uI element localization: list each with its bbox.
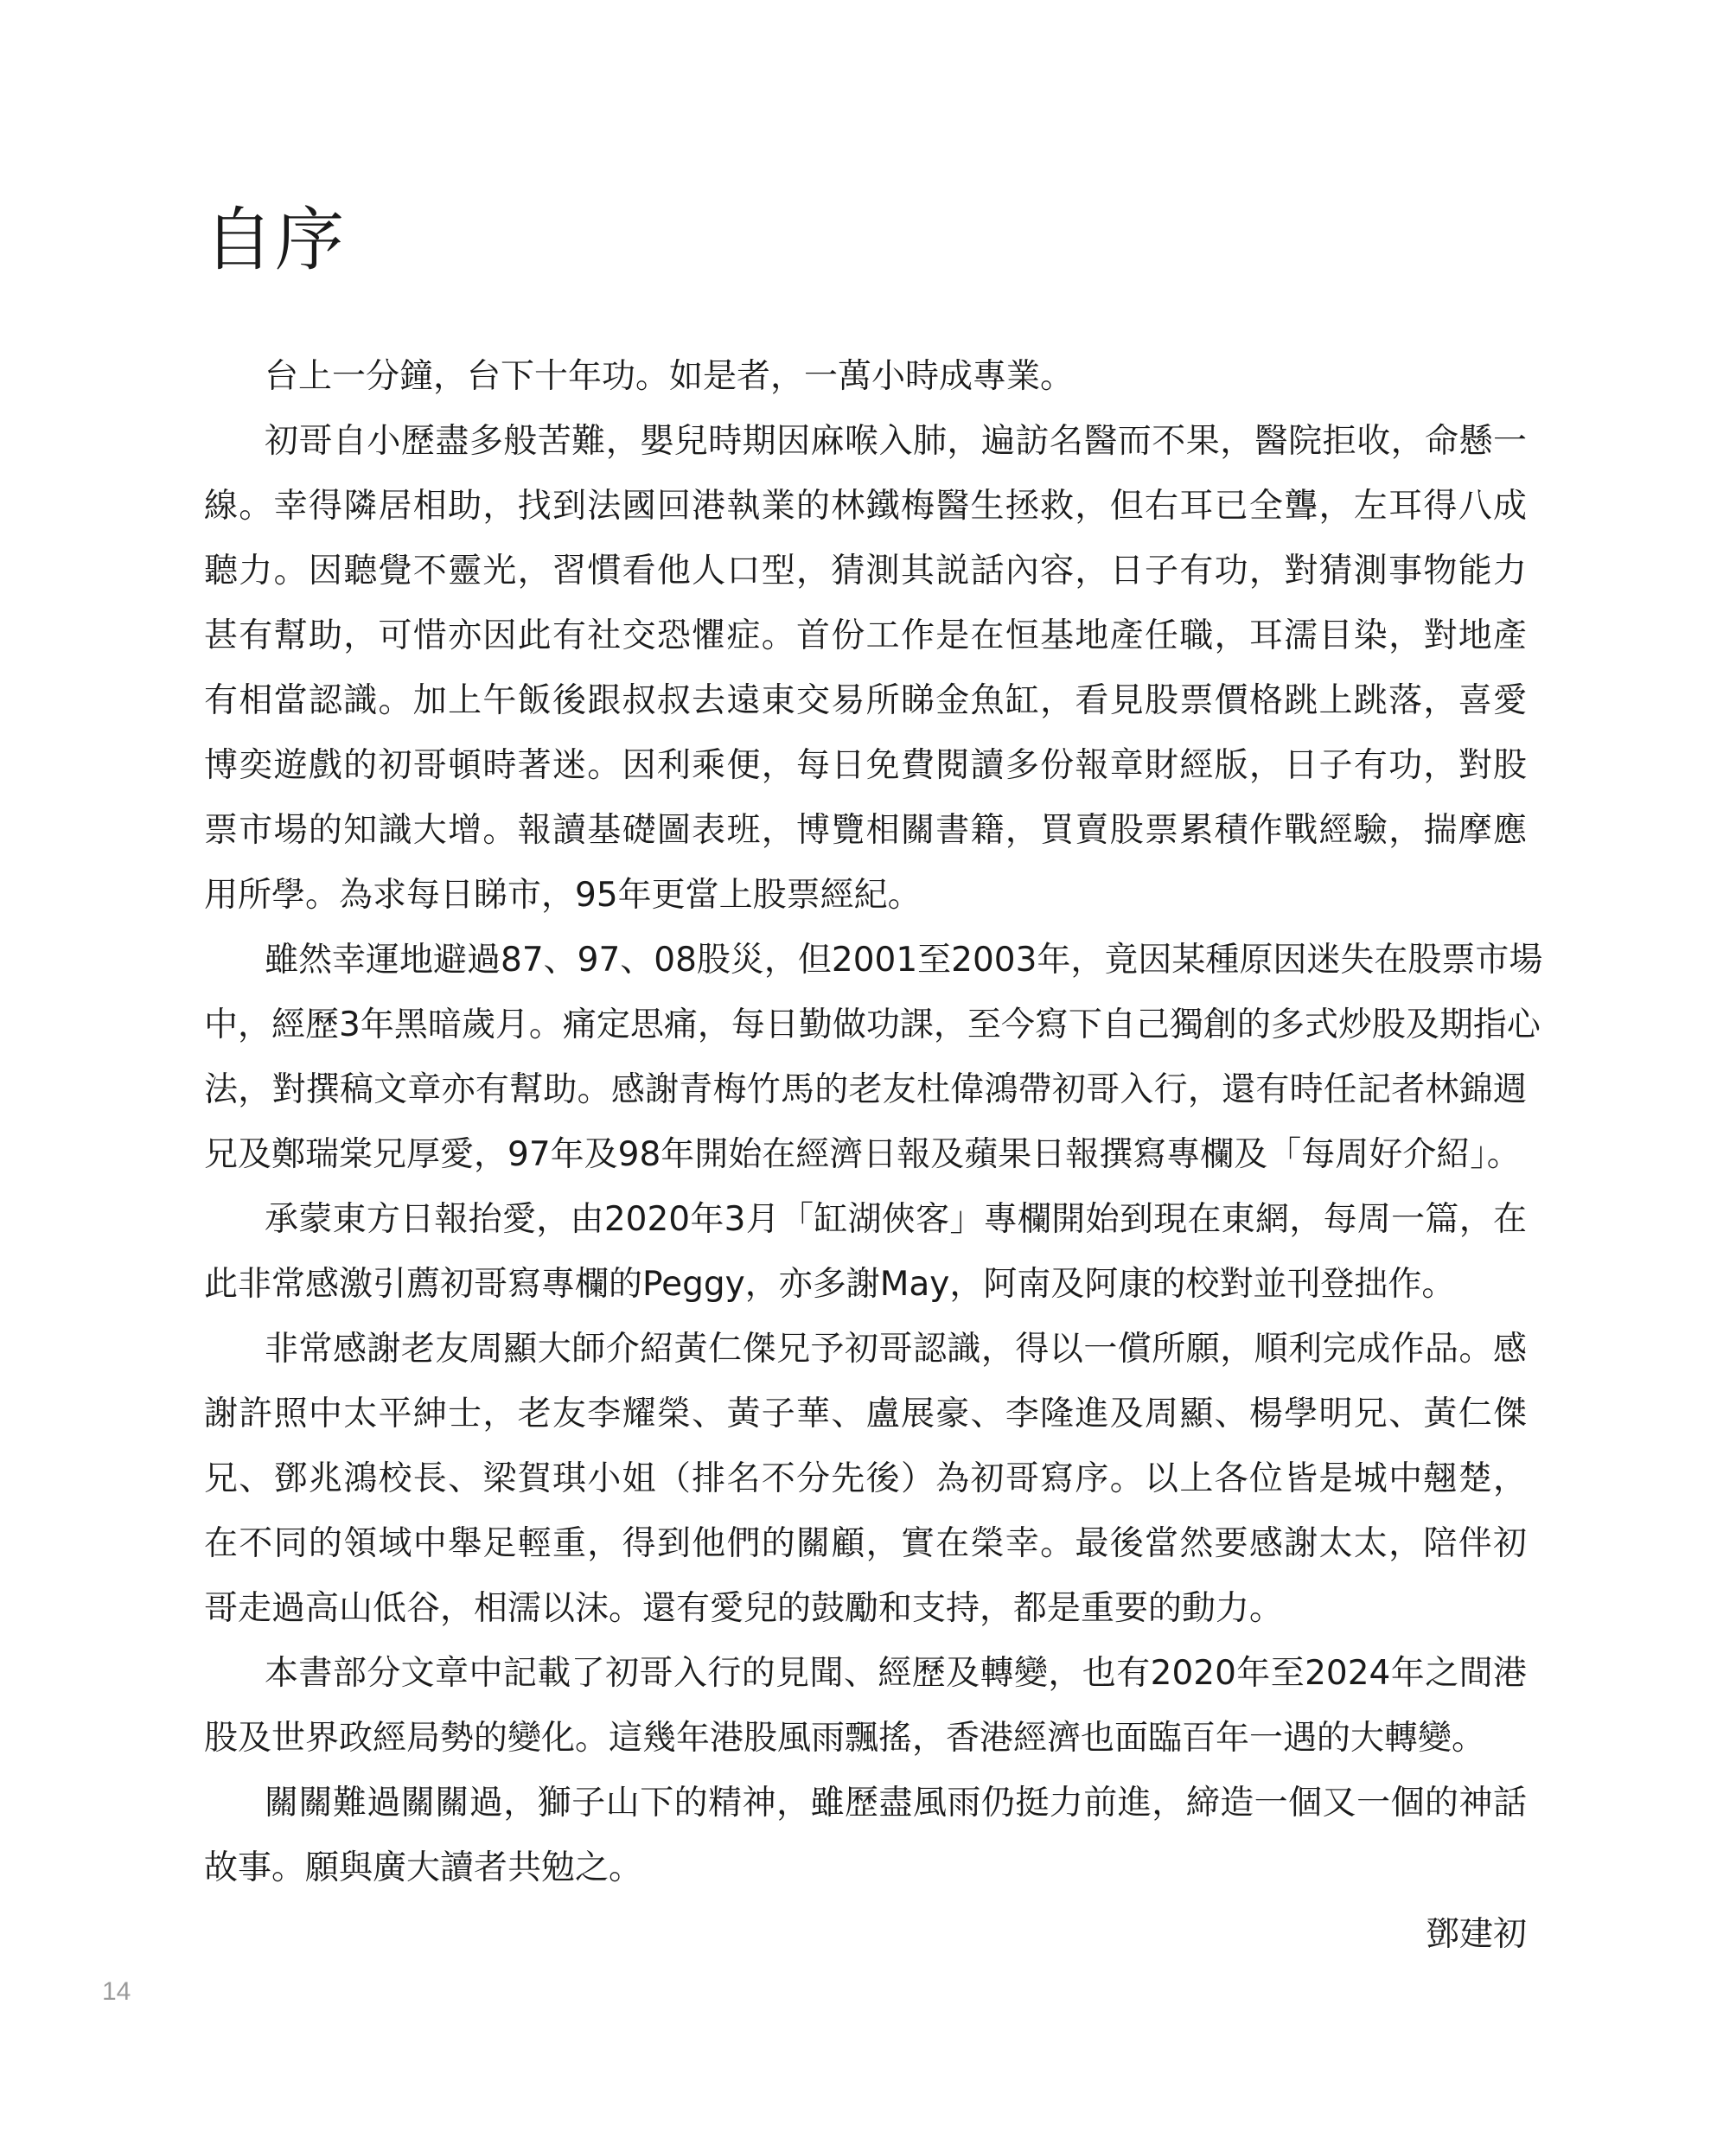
paragraph-line: 聽力。因聽覺不靈光，習慣看他人口型，猜測其説話內容，日子有功，對猜測事物能力 — [204, 552, 1527, 591]
paragraph — [204, 928, 1543, 1187]
paragraph — [204, 344, 1527, 409]
paragraph-line: 法，對撰稿文章亦有幫助。感謝青梅竹馬的老友杜偉鴻帶初哥入行，還有時任記者林錦週 — [204, 1070, 1527, 1109]
paragraph — [204, 1641, 1527, 1771]
paragraph-line: 用所學。為求每日睇市，95年更當上股票經紀。 — [204, 876, 922, 915]
paragraph-line: 謝許照中太平紳士，老友李耀榮、黃子華、盧展豪、李隆進及周顯、楊學明兄、黃仁傑 — [204, 1395, 1527, 1433]
paragraph-line: 本書部分文章中記載了初哥入行的見聞、經歷及轉變，也有2020年至2024年之間港 — [265, 1654, 1527, 1693]
paragraph — [204, 1187, 1527, 1317]
paragraph-line: 中，經歷3年黑暗歲月。痛定思痛，每日勤做功課，至今寫下自己獨創的多式炒股及期指心 — [204, 1005, 1541, 1044]
page-number: 14 — [102, 1977, 131, 2006]
paragraph-line: 博奕遊戲的初哥頓時著迷。因利乘便，每日免費閱讀多份報章財經版，日子有功，對股 — [204, 746, 1527, 785]
paragraph-line: 故事。願與廣大讀者共勉之。 — [204, 1848, 643, 1887]
paragraph-line: 承蒙東方日報抬愛，由2020年3月「缸湖俠客」專欄開始到現在東網，每周一篇，在 — [265, 1200, 1527, 1239]
paragraph-line: 兄、鄧兆鴻校長、梁賀琪小姐（排名不分先後）為初哥寫序。以上各位皆是城中翹楚， — [204, 1459, 1527, 1498]
paragraph-line: 哥走過高山低谷，相濡以沫。還有愛兒的鼓勵和支持，都是重要的動力。 — [204, 1589, 1284, 1628]
paragraph — [204, 409, 1527, 928]
paragraph — [204, 1317, 1527, 1641]
paragraph-line: 在不同的領域中舉足輕重，得到他們的關顧，實在榮幸。最後當然要感謝太太，陪伴初 — [204, 1524, 1527, 1563]
paragraph-line: 此非常感激引薦初哥寫專欄的Peggy，亦多謝May，阿南及阿康的校對並刊登拙作。 — [204, 1265, 1456, 1304]
paragraph-line: 雖然幸運地避過87、97、08股災，但2001至2003年，竟因某種原因迷失在股票市場 — [265, 941, 1543, 980]
paragraph-line: 關關難過關關過，獅子山下的精神，雖歷盡風雨仍挺力前進，締造一個又一個的神話 — [265, 1784, 1527, 1823]
paragraph-line: 票市場的知識大增。報讀基礎圖表班，博覽相關書籍，買賣股票累積作戰經驗，揣摩應 — [204, 811, 1527, 850]
preface-body — [204, 344, 1543, 1900]
paragraph — [204, 1771, 1527, 1900]
paragraph-line: 股及世界政經局勢的變化。這幾年港股風雨飄搖，香港經濟也面臨百年一遇的大轉變。 — [204, 1719, 1486, 1758]
paragraph-line: 有相當認識。加上午飯後跟叔叔去遠東交易所睇金魚缸，看見股票價格跳上跳落，喜愛 — [204, 681, 1527, 720]
page-title: 自序 — [204, 200, 346, 280]
paragraph-line: 初哥自小歷盡多般苦難，嬰兒時期因麻喉入肺，遍訪名醫而不果，醫院拒收，命懸一 — [265, 422, 1527, 461]
author-signature: 鄧建初 — [1425, 1915, 1527, 1954]
paragraph-line: 兄及鄭瑞棠兄厚愛，97年及98年開始在經濟日報及蘋果日報撰寫專欄及「每周好介紹」。 — [204, 1135, 1521, 1174]
paragraph-line: 線。幸得隣居相助，找到法國回港執業的林鐵梅醫生拯救，但右耳已全聾，左耳得八成 — [204, 487, 1527, 526]
paragraph-line: 甚有幫助，可惜亦因此有社交恐懼症。首份工作是在恒基地產任職，耳濡目染，對地產 — [204, 616, 1527, 655]
paragraph-line: 台上一分鐘，台下十年功。如是者，一萬小時成專業。 — [265, 357, 1075, 396]
paragraph-line: 非常感謝老友周顯大師介紹黃仁傑兄予初哥認識，得以一償所願，順利完成作品。感 — [265, 1330, 1527, 1369]
